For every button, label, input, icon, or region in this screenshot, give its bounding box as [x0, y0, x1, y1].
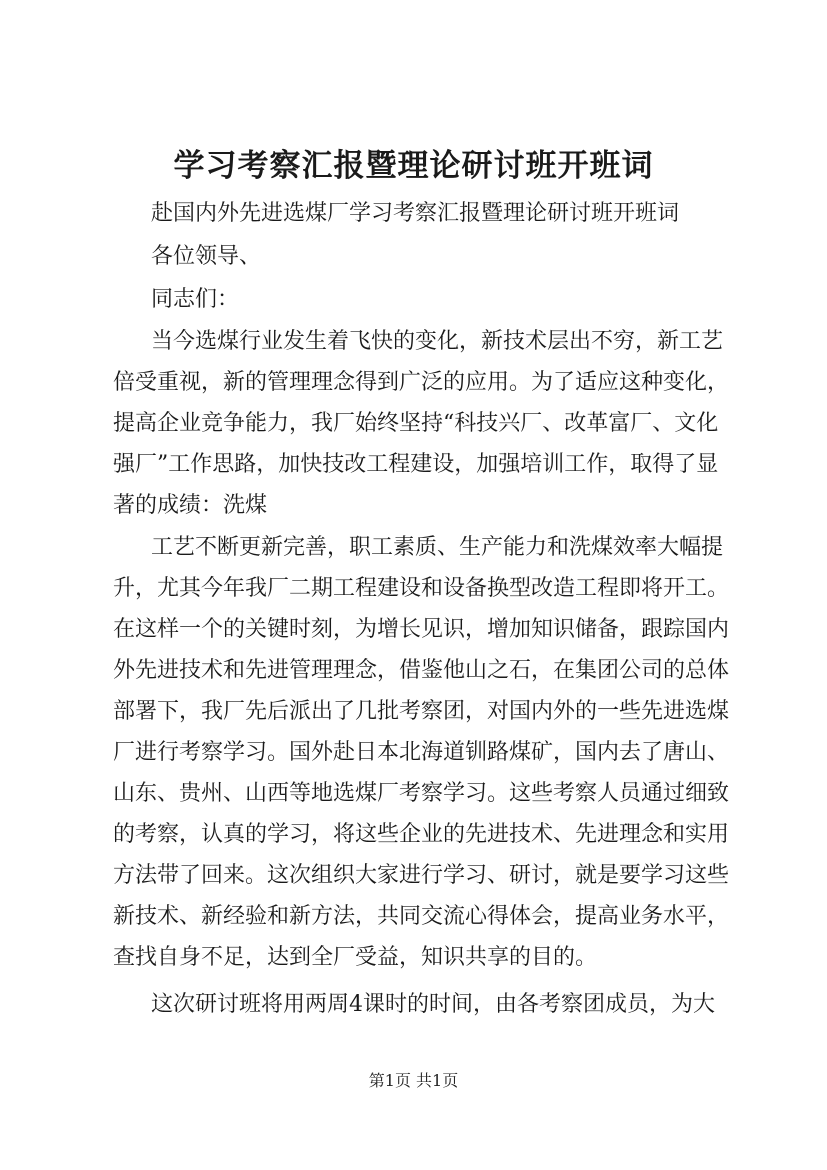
page-footer: 第1页 共1页 — [368, 1071, 459, 1090]
paragraph-line: 著的成绩：洗煤 — [113, 493, 268, 518]
paragraph-line: 部署下，我厂先后派出了几批考察团，对国内外的一些先进选煤 — [113, 699, 730, 724]
paragraph-line: 工艺不断更新完善，职工素质、生产能力和洗煤效率大幅提 — [151, 535, 724, 560]
paragraph-line: 方法带了回来。这次组织大家进行学习、研讨，就是要学习这些 — [113, 863, 730, 888]
paragraph-line: 强厂”工作思路，加快技改工程建设，加强培训工作，取得了显 — [113, 452, 719, 477]
paragraph-line: 倍受重视，新的管理理念得到广泛的应用。为了适应这种变化， — [113, 370, 730, 395]
paragraph-line: 在这样一个的关键时刻，为增长见识，增加知识储备，跟踪国内 — [113, 617, 730, 642]
paragraph-line: 外先进技术和先进管理理念，借鉴他山之石，在集团公司的总体 — [113, 658, 730, 683]
document-title: 学习考察汇报暨理论研讨班开班词 — [173, 148, 654, 184]
paragraph-line: 的考察，认真的学习，将这些企业的先进技术、先进理念和实用 — [113, 822, 730, 847]
paragraph-line: 查找自身不足，达到全厂受益，知识共享的目的。 — [113, 945, 598, 970]
paragraph-line: 当今选煤行业发生着飞快的变化，新技术层出不穷，新工艺 — [151, 329, 724, 354]
paragraph-line: 厂进行考察学习。国外赴日本北海道钏路煤矿，国内去了唐山、 — [113, 740, 730, 765]
paragraph-line: 这次研讨班将用两周4课时的时间，由各考察团成员，为大 — [151, 992, 715, 1017]
subtitle-line: 赴国内外先进选煤厂学习考察汇报暨理论研讨班开班词 — [151, 201, 680, 226]
salutation-line: 各位领导、 — [151, 244, 262, 269]
paragraph-line: 提高企业竞争能力，我厂始终坚持“科技兴厂、改革富厂、文化 — [113, 411, 719, 436]
paragraph-line: 山东、贵州、山西等地选煤厂考察学习。这些考察人员通过细致 — [113, 781, 730, 806]
salutation-line: 同志们： — [151, 287, 240, 312]
paragraph-line: 新技术、新经验和新方法，共同交流心得体会，提高业务水平， — [113, 904, 730, 929]
paragraph-line: 升，尤其今年我厂二期工程建设和设备换型改造工程即将开工。 — [113, 576, 730, 601]
